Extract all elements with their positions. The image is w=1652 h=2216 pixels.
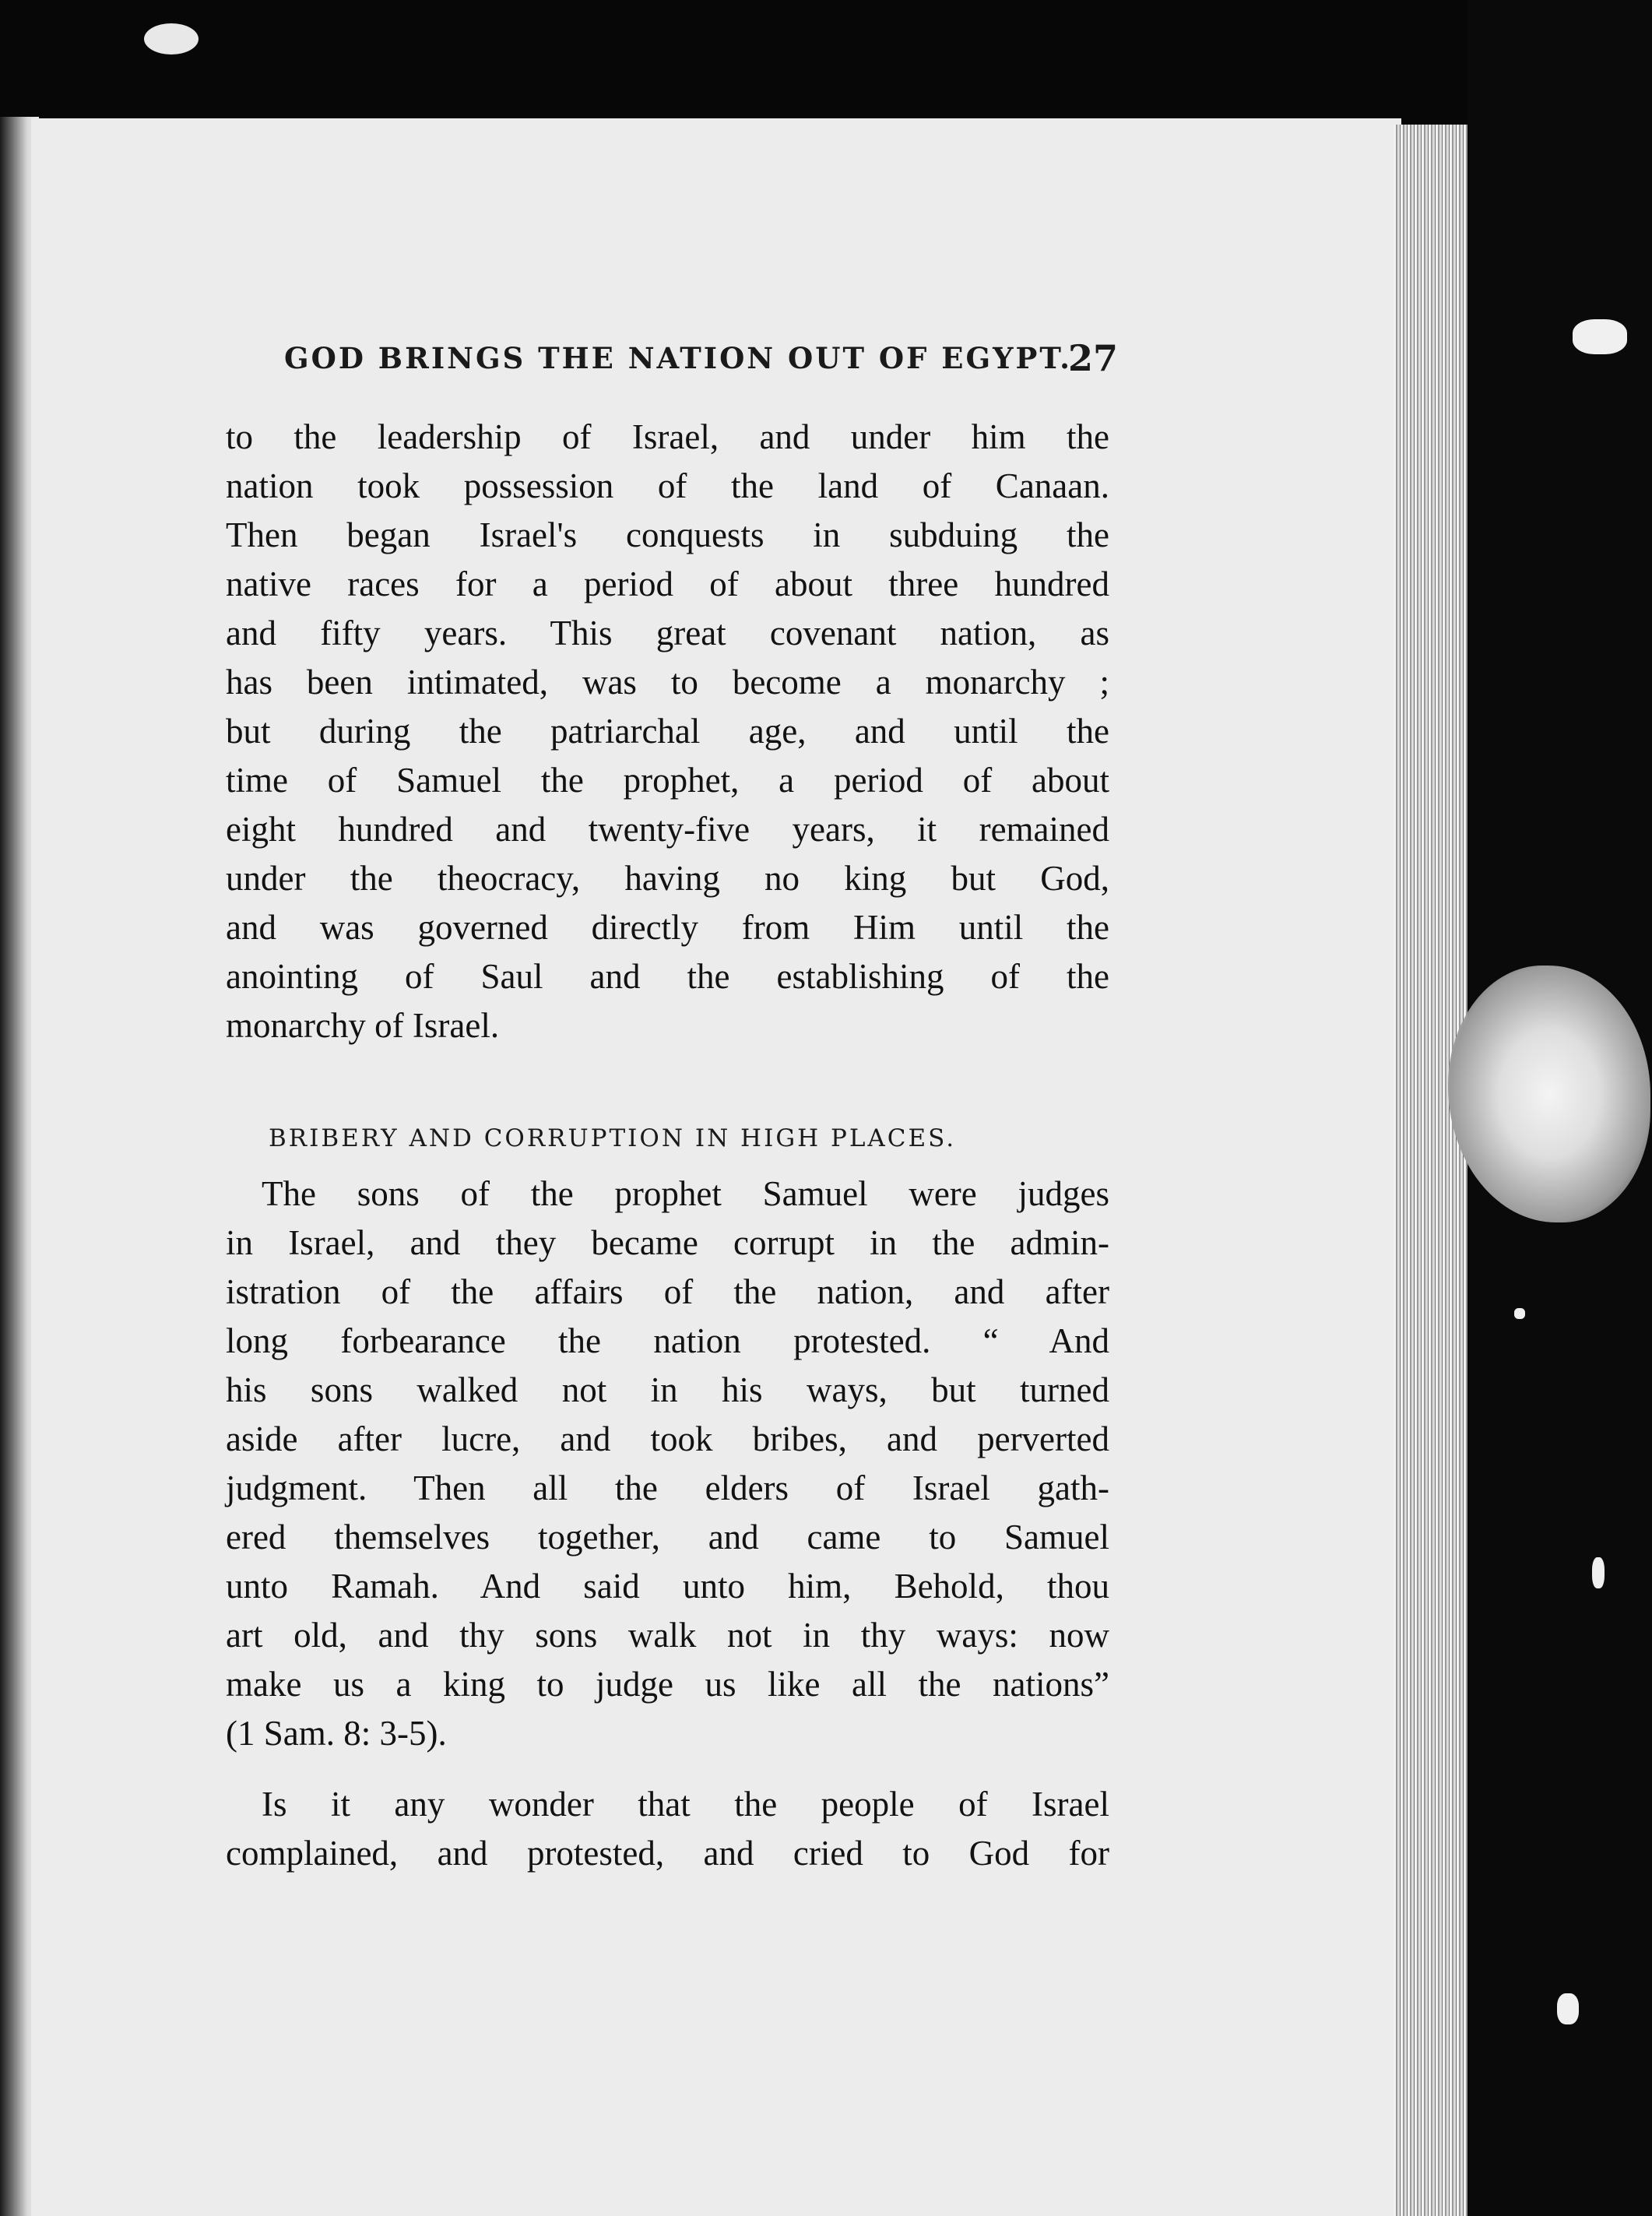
text-line: (1 Sam. 8: 3-5). — [226, 1714, 447, 1753]
scan-top-margin — [0, 0, 1652, 128]
paragraph-1 — [226, 413, 1109, 1050]
text-line: monarchy of Israel. — [226, 1006, 500, 1045]
text-line: time of Samuel the prophet, a period of about — [226, 761, 1109, 800]
dust-speck — [1557, 1993, 1579, 2024]
text-line: native races for a period of about three hundred — [226, 565, 1109, 603]
text-line: nation took possession of the land of Canaan. — [226, 466, 1109, 505]
text-line: judgment. Then all the elders of Israel gath- — [226, 1469, 1109, 1507]
text-line: anointing of Saul and the establishing of the — [226, 957, 1109, 996]
text-line: aside after lucre, and took bribes, and perverted — [226, 1419, 1109, 1458]
text-line: long forbearance the nation protested. “ And — [226, 1321, 1109, 1360]
text-line: ered themselves together, and came to Samuel — [226, 1518, 1109, 1556]
text-line: art old, and thy sons walk not in thy ways: now — [226, 1616, 1109, 1655]
text-line: Is it any wonder that the people of Israel — [262, 1785, 1109, 1824]
text-line: unto Ramah. And said unto him, Behold, thou — [226, 1567, 1109, 1606]
page-number: 27 — [1068, 337, 1119, 379]
text-line: but during the patriarchal age, and until the — [226, 712, 1109, 751]
text-line: istration of the affairs of the nation, and after — [226, 1272, 1109, 1311]
text-line: The sons of the prophet Samuel were judges — [262, 1174, 1109, 1213]
dust-speck — [144, 23, 199, 55]
dust-speck — [1592, 1557, 1605, 1588]
section-heading: BRIBERY AND CORRUPTION IN HIGH PLACES. — [269, 1124, 957, 1152]
text-line: and was governed directly from Him until the — [226, 908, 1109, 947]
text-line: under the theocracy, having no king but God, — [226, 859, 1109, 898]
text-line: make us a king to judge us like all the nations” — [226, 1665, 1109, 1704]
text-line: complained, and protested, and cried to God for — [226, 1834, 1109, 1873]
text-line: in Israel, and they became corrupt in the admin- — [226, 1223, 1109, 1262]
text-line: to the leadership of Israel, and under him the — [226, 417, 1109, 456]
text-line: has been intimated, was to become a monarchy ; — [226, 663, 1109, 702]
text-line: Then began Israel's conquests in subduing the — [226, 515, 1109, 554]
text-line: and fifty years. This great covenant nation, as — [226, 614, 1109, 652]
dust-speck — [1573, 319, 1627, 354]
text-line: his sons walked not in his ways, but turned — [226, 1370, 1109, 1409]
text-line: eight hundred and twenty-five years, it remained — [226, 810, 1109, 849]
paragraph-3 — [226, 1780, 1109, 1878]
paragraph-2 — [226, 1170, 1109, 1758]
page-stack-edge — [1394, 125, 1471, 2216]
running-head-title: GOD BRINGS THE NATION OUT OF EGYPT. — [284, 341, 1072, 375]
dust-speck — [1514, 1308, 1525, 1319]
